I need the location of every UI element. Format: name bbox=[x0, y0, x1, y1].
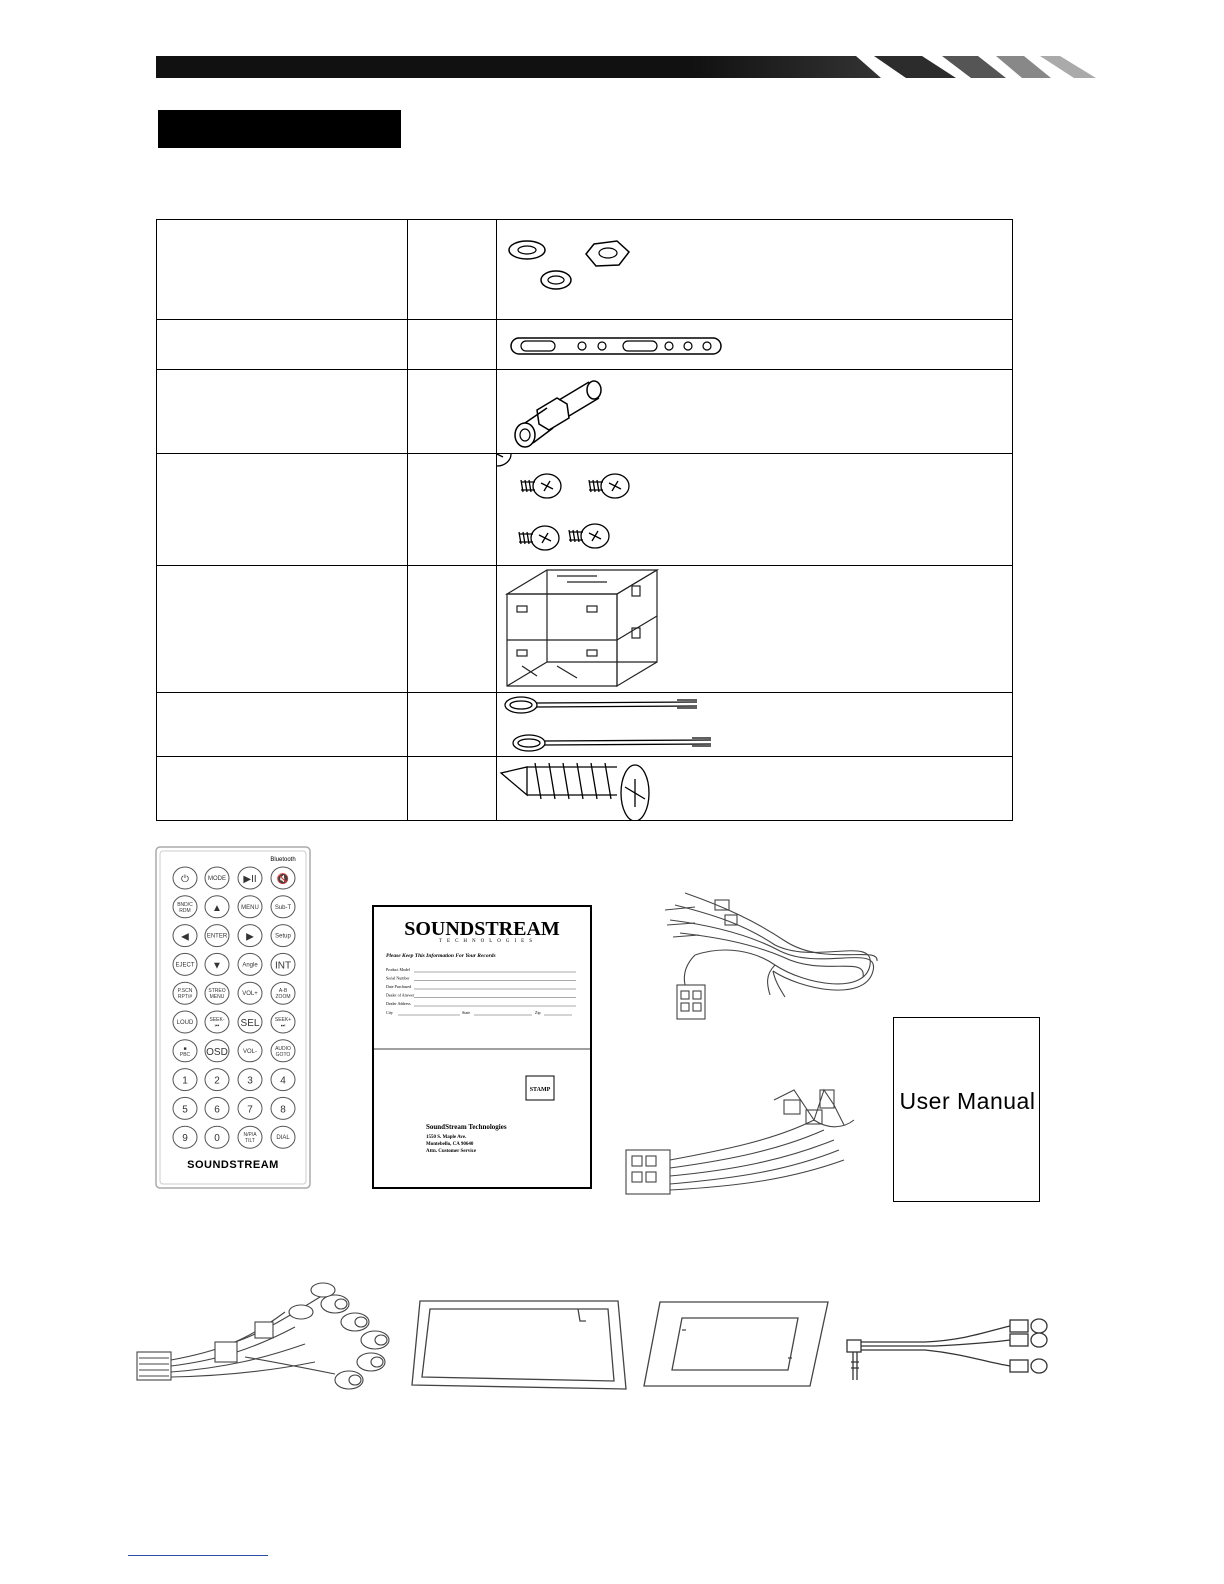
remote-button-label: SEEK- bbox=[209, 1017, 225, 1023]
part-image-cell bbox=[497, 454, 1013, 566]
part-name-cell bbox=[157, 566, 408, 693]
card-sub-brand: TECHNOLOGIES bbox=[438, 939, 538, 944]
part-image-cell bbox=[497, 566, 1013, 693]
part-qty-cell bbox=[408, 566, 497, 693]
remote-button-label: STREO bbox=[208, 988, 226, 995]
part-image-cell bbox=[497, 320, 1013, 370]
remote-button-label: Angle bbox=[242, 962, 258, 969]
remote-button-label: Sub-T bbox=[274, 904, 292, 911]
mounting-cage-icon bbox=[497, 566, 1012, 693]
remote-button-label: ▶ bbox=[246, 931, 254, 943]
part-qty-cell bbox=[408, 320, 497, 370]
part-image-cell bbox=[497, 370, 1013, 454]
remote-button-label: 7 bbox=[247, 1104, 253, 1116]
part-name-cell bbox=[157, 320, 408, 370]
washers-nut-icon bbox=[497, 220, 1012, 320]
remote-button-label: MENU bbox=[241, 904, 259, 911]
remote-button-label: OSD bbox=[206, 1046, 228, 1058]
remote-button-label: ◀ bbox=[181, 931, 189, 943]
remote-button-label: ▼ bbox=[212, 960, 222, 972]
card-address-line: Montebello, CA 90640 bbox=[426, 1142, 474, 1147]
remote-button-label: ■ bbox=[183, 1045, 187, 1052]
user-manual-label: User Manual bbox=[899, 1088, 1036, 1114]
trim-frame bbox=[408, 1297, 630, 1393]
remote-button-label: 5 bbox=[182, 1104, 188, 1116]
remote-button-label: A-B bbox=[278, 988, 288, 995]
remote-button-label: MENU bbox=[209, 994, 225, 1001]
removal-keys-icon bbox=[497, 693, 1012, 757]
screws-icon bbox=[497, 454, 1012, 566]
part-qty-cell bbox=[408, 370, 497, 454]
card-field-label: Product Model bbox=[386, 967, 410, 972]
remote-button-label: LOUD bbox=[176, 1020, 194, 1026]
card-field-label: Dealer Address bbox=[386, 1001, 411, 1006]
remote-button-label: SEL bbox=[240, 1018, 260, 1029]
card-field-label: Serial Number bbox=[386, 975, 410, 981]
power-harness bbox=[655, 885, 885, 1045]
rca-harness bbox=[135, 1282, 395, 1392]
remote-button-label: AUDIO bbox=[275, 1045, 291, 1052]
user-manual-booklet bbox=[893, 1017, 1040, 1202]
remote-button-label: RDM bbox=[179, 907, 191, 914]
remote-button-label: 1 bbox=[182, 1075, 188, 1087]
remote-button-label: ▶II bbox=[243, 874, 257, 885]
table-row bbox=[157, 566, 1013, 693]
remote-control bbox=[155, 846, 311, 1189]
remote-button-label: SEEK+ bbox=[274, 1017, 292, 1023]
remote-button-label: PBC bbox=[179, 1051, 191, 1058]
remote-button-label: RPT/# bbox=[177, 994, 193, 1001]
card-brand: SOUNDSTREAM bbox=[404, 918, 560, 940]
part-name-cell bbox=[157, 370, 408, 454]
part-qty-cell bbox=[408, 220, 497, 320]
remote-button-label: 🔇 bbox=[276, 874, 290, 885]
remote-button-label: P.SCN bbox=[177, 988, 193, 995]
remote-button-label: N/P/A bbox=[243, 1132, 257, 1139]
part-image-cell bbox=[497, 220, 1013, 320]
card-zip: Zip bbox=[535, 1010, 541, 1015]
self-tapping-screw-icon bbox=[497, 757, 1012, 821]
remote-button-label: INT bbox=[274, 960, 292, 972]
section-heading-box bbox=[158, 110, 401, 148]
card-state: State bbox=[462, 1010, 470, 1015]
remote-button-label: EJECT bbox=[175, 962, 195, 969]
remote-button-label: 4 bbox=[280, 1075, 286, 1087]
remote-button-label: 2 bbox=[214, 1075, 220, 1087]
warranty-card bbox=[372, 905, 592, 1189]
remote-button-label: MODE bbox=[208, 876, 226, 882]
remote-button-label: 0 bbox=[214, 1133, 220, 1145]
card-field-label: Date Purchased bbox=[386, 984, 411, 989]
remote-button-label: ⏮ bbox=[214, 1023, 220, 1029]
card-address-line: SoundStream Technologies bbox=[426, 1123, 507, 1131]
card-city: City bbox=[386, 1010, 393, 1015]
part-name-cell bbox=[157, 454, 408, 566]
speaker-harness bbox=[624, 1080, 859, 1210]
remote-button-label: ⏭ bbox=[280, 1023, 286, 1029]
card-heading: Please Keep This Information For Your Records bbox=[386, 953, 496, 959]
mounting-strap-icon bbox=[497, 320, 1012, 370]
table-row bbox=[157, 757, 1013, 821]
card-field-label: Dealer of Answer bbox=[386, 992, 415, 998]
hex-bolt-icon bbox=[497, 370, 1012, 454]
remote-button-label: 9 bbox=[182, 1133, 188, 1145]
remote-button-label: 8 bbox=[280, 1104, 286, 1116]
footer-rule bbox=[128, 1555, 268, 1556]
av-cable bbox=[845, 1318, 1050, 1390]
table-row bbox=[157, 693, 1013, 757]
part-image-cell bbox=[497, 693, 1013, 757]
table-row bbox=[157, 370, 1013, 454]
remote-button-label: TILT bbox=[245, 1138, 255, 1145]
parts-table bbox=[156, 219, 1013, 821]
part-name-cell bbox=[157, 220, 408, 320]
remote-button-label: 6 bbox=[214, 1104, 220, 1116]
remote-button-label: VOL- bbox=[242, 1048, 258, 1055]
part-image-cell bbox=[497, 757, 1013, 821]
table-row bbox=[157, 320, 1013, 370]
faceplate bbox=[642, 1300, 830, 1388]
card-address-line: Attn. Customer Service bbox=[426, 1149, 477, 1154]
part-name-cell bbox=[157, 693, 408, 757]
part-qty-cell bbox=[408, 693, 497, 757]
remote-button-label: ZOOM bbox=[275, 994, 291, 1001]
remote-brand: SOUNDSTREAM bbox=[187, 1159, 279, 1171]
remote-button-label: ENTER bbox=[206, 933, 228, 940]
card-stamp-box: STAMP bbox=[529, 1087, 551, 1093]
remote-button-label: DIAL bbox=[276, 1135, 290, 1142]
table-row bbox=[157, 220, 1013, 320]
remote-button-label: VOL+ bbox=[242, 991, 258, 998]
card-address-line: 1550 S. Maple Ave. bbox=[426, 1135, 467, 1140]
part-qty-cell bbox=[408, 454, 497, 566]
remote-button-label: 3 bbox=[247, 1075, 253, 1087]
header-bar bbox=[156, 56, 1101, 78]
part-name-cell bbox=[157, 757, 408, 821]
remote-button-label: BND/C bbox=[177, 901, 193, 908]
part-qty-cell bbox=[408, 757, 497, 821]
remote-button-label: ⏻ bbox=[181, 874, 189, 885]
remote-top-label: Bluetooth bbox=[270, 857, 296, 863]
table-row bbox=[157, 454, 1013, 566]
remote-button-label: Setup bbox=[275, 933, 291, 940]
remote-button-label: ▲ bbox=[212, 902, 222, 914]
remote-button-label: GOTO bbox=[275, 1051, 291, 1058]
